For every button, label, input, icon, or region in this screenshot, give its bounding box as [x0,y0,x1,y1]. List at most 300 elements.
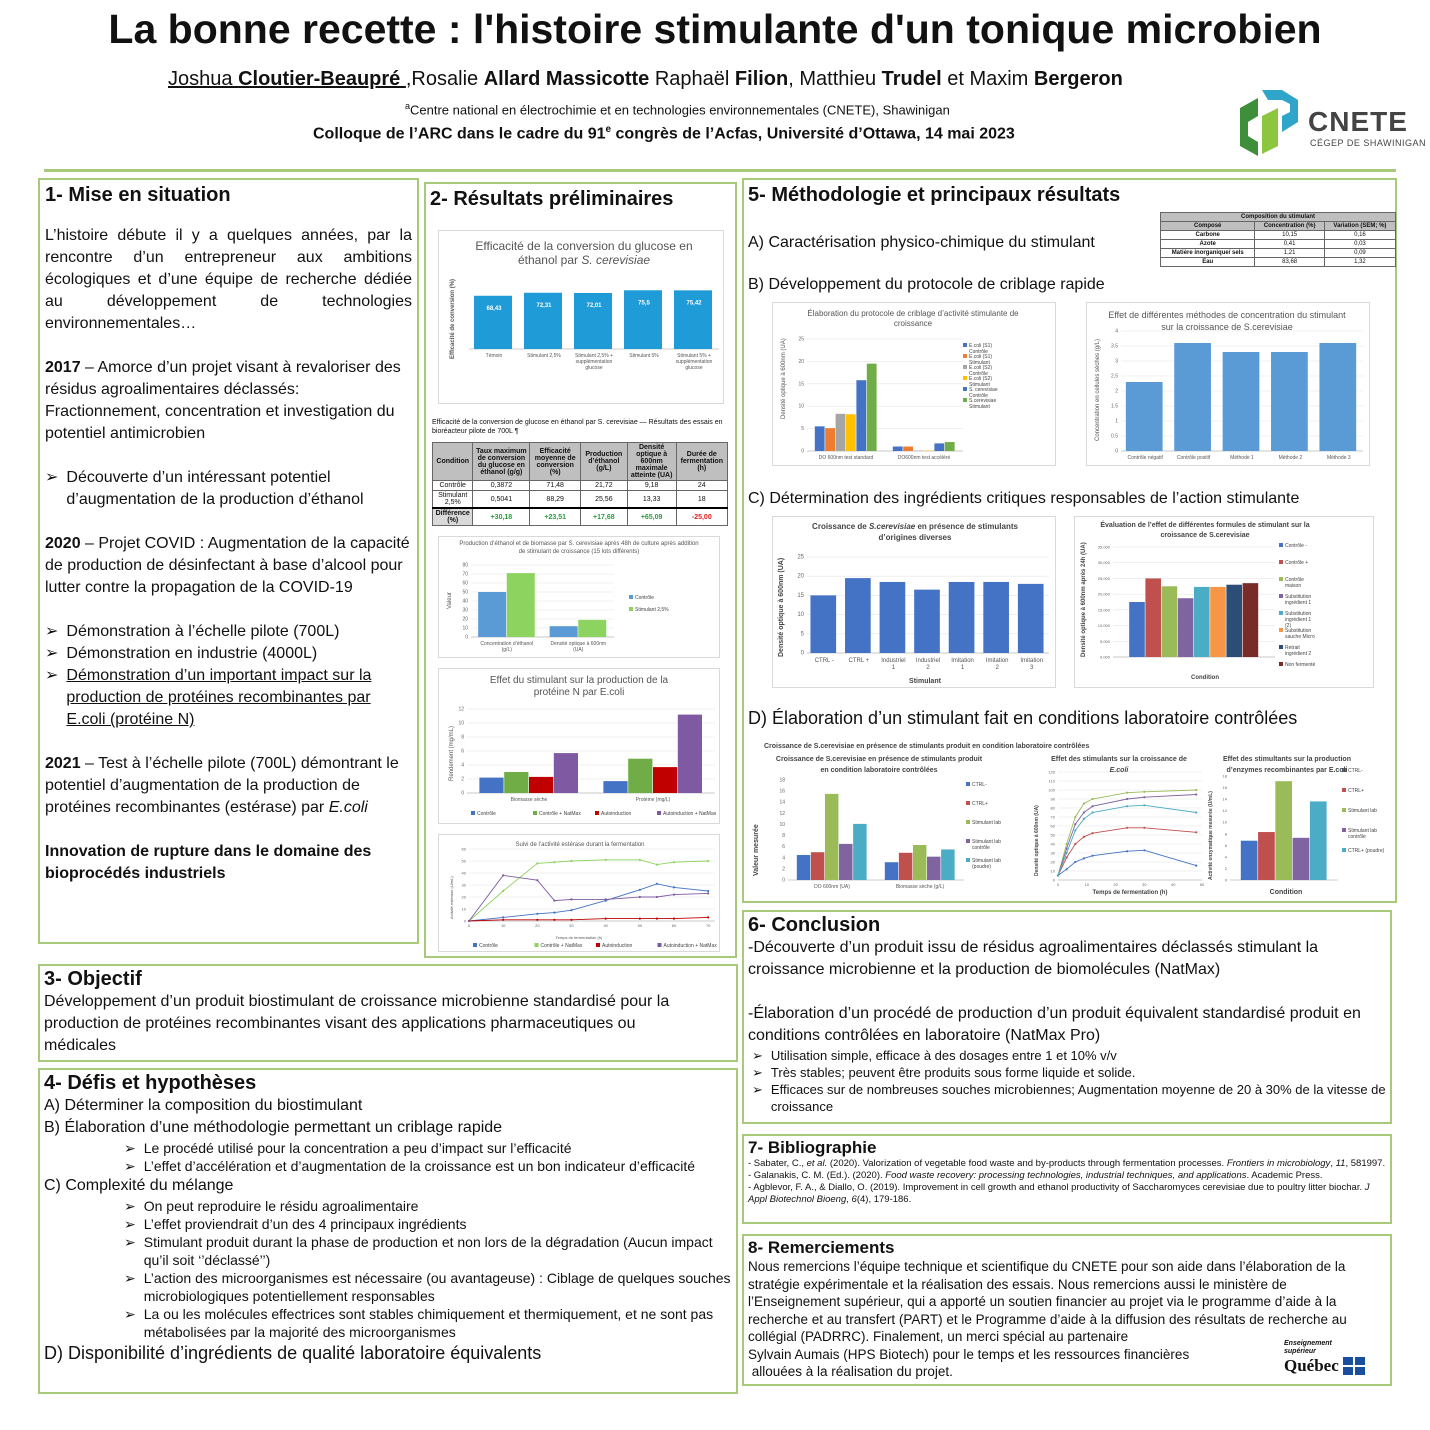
y-tick-label: 4 [461,762,464,769]
x-tick-label: Témoin [485,353,503,359]
y-tick-label: 16 [1222,785,1227,791]
legend-swatch [1279,577,1283,581]
y-axis-label: Activité estérase (U/mL) [449,876,454,919]
legend-label: Contrôle [969,371,988,377]
legend-label: S.cerevisiae [969,398,997,404]
legend-label: Autoinduction + NatMax [663,811,717,817]
ref-italic: Food waste recovery: processing technologies, industrial techniques, and applications [885,1170,1247,1181]
composition-table [1160,212,1396,267]
x-axis-label: Condition [1191,675,1219,681]
data-point [1083,802,1085,804]
y-tick-label: 40 [1050,841,1055,847]
y-tick-label: 0 [461,790,464,797]
legend-swatch [535,943,539,947]
table-header-cell: Variation (SEM; %) [1324,222,1395,231]
y-tick-label: 25,000 [1097,575,1110,581]
x-tick-label: 10 [500,923,506,928]
legend-label: Contrôle [969,393,988,399]
table-title: Composition du stimulant [1161,213,1396,222]
legend-label: Contrôle [969,349,988,355]
table-cell: +17,68 [581,508,628,526]
data-point [639,889,641,891]
data-point [1083,836,1085,838]
y-tick-label: 80 [462,562,468,569]
y-tick-label: 100 [1048,787,1055,793]
data-point [570,898,572,900]
chart-title-italic: S.cerevisiae [868,522,916,531]
x-tick-label: (UA) [573,647,584,653]
legend-swatch [1279,560,1283,564]
colloque-text-a: Colloque de l’ARC dans le cadre du 91 [313,125,606,143]
reference-3 [748,1182,1386,1206]
bar [885,862,898,880]
y-tick-label: 2 [1115,388,1118,395]
legend-label: Autoinduction [602,943,633,949]
ref-text: , 581997. [1345,1158,1386,1169]
legend-swatch [1279,645,1283,649]
legend-swatch [1279,611,1283,615]
table-row [433,491,728,509]
series-line [469,917,708,921]
bar [574,293,612,349]
y-tick-label: 0 [1224,877,1227,883]
bar [1174,343,1211,451]
y-tick-label: 1.5 [1111,403,1118,410]
x-tick-label: glucose [585,365,603,371]
legend-swatch [596,943,600,947]
bar [846,414,856,451]
author-5-first: et Maxim [941,68,1034,90]
bar [949,582,975,653]
y-tick-label: 40 [462,598,468,605]
legend-swatch [1342,808,1346,812]
legend-label: sauche Micro [1285,634,1315,640]
legend-swatch [629,607,633,611]
bar [603,781,627,793]
affiliation [405,101,950,117]
legend-label: ingrédient 1 [1285,600,1312,606]
x-tick-label: 70 [705,923,711,928]
series-line [1058,805,1196,875]
bar [836,414,846,451]
table-row [1161,240,1396,249]
y-axis-label: Concentration en cellules sèches (g/L) [1095,338,1101,441]
y-tick-label: 16 [779,788,785,795]
chart-concentration-methods [1086,302,1370,466]
y-tick-label: 5,000 [1099,638,1110,644]
y-tick-label: 60 [462,580,468,587]
legend-swatch [1279,543,1283,547]
legend-label: Stimulant lab [1348,808,1377,814]
bar [927,857,940,880]
data-point [656,883,658,885]
y-tick-label: 120 [1048,769,1055,775]
table-cell: 10,15 [1255,231,1324,240]
y-tick-label: 4 [1115,328,1118,335]
author-5-last: Bergeron [1033,68,1123,90]
chart-title: Production d’éthanol et de biomasse par S. cerevisiae après 48h de culture après addition de stimulant de croissance (15 lots différents) [459,541,699,555]
legend-label: Substitution [1285,628,1312,634]
x-tick-label: glucose [685,365,703,371]
x-tick-label: DO600nm test accéléré [897,455,951,461]
section-remerciements [742,1234,1392,1386]
legend-label: Stimulant lab [972,839,1001,845]
quebec-logo [1284,1340,1388,1380]
data-point [1091,811,1093,813]
data-point [1066,852,1068,854]
data-point [502,890,504,892]
bar [1194,587,1210,657]
y-tick-label: 20 [1050,859,1055,865]
legend-swatch [1342,848,1346,852]
ref-text: - Sabater, C., [748,1158,807,1169]
arrow-bullet-icon: ➢ [124,1158,136,1174]
data-point [570,919,572,921]
x-axis-label: Condition [1269,889,1303,896]
y-tick-label: 60 [461,846,466,852]
section-1-bullet-1 [45,467,412,511]
bullet-text: L’effet d’accélération et d’augmentation de la croissance est un bon indicateur d’efficacité [143,1158,696,1174]
table-cell: Matière inorganique/ sels [1161,249,1255,258]
x-tick-label: 30 [569,923,574,928]
y-tick-label: 10 [1222,819,1227,825]
legend-label: ingrédient 2 [1285,651,1312,657]
arrow-bullet-icon: ➢ [124,1198,136,1214]
legend-label: Contrôle + [1285,560,1309,566]
bar [529,777,553,793]
ref-text: - Agblevor, F. A., & Diallo, O. (2019). Improvement in cell growth and ethanol productivity of Saccharomyces cerevisiae due to poultry litter biochar. [748,1182,1365,1193]
legend-label: Stimulant 2,5% [635,607,669,613]
legend-swatch [963,398,967,402]
chart-title-text: Efficacité de la conversion du glucose en éthanol par [475,239,693,267]
bar [941,849,954,880]
y-tick-label: 3 [1115,358,1118,365]
y-tick-label: 20 [797,573,804,580]
bar [867,364,877,451]
arrow-bullet-icon: ➢ [124,1270,136,1286]
x-tick-label: 50 [1199,882,1205,887]
bullet [124,1157,732,1175]
legend-swatch [963,376,967,380]
y-tick-label: 0 [782,877,785,884]
legend-swatch [595,811,599,815]
author-1-first: Joshua [168,68,239,90]
y-tick-label: 0,000 [1099,654,1110,660]
legend-label: E.coli (S2) [969,365,993,371]
y-tick-label: 4 [1224,854,1227,860]
item-c: C) Complexité du mélange [44,1177,234,1194]
x-tick-label: 10 [1084,882,1090,887]
chart-title-block: Croissance de S.cerevisiae en présence de stimulants produit en condition laboratoire contrôlées [775,756,983,774]
data-point [707,890,709,892]
arrow-bullet-icon: ➢ [752,1048,763,1063]
affiliation-text: Centre national en électrochimie et en technologies environnementales (CNETE), Shawinigan [410,102,950,118]
bar [550,626,578,637]
data-point [1057,874,1059,876]
bar [479,778,503,793]
y-tick-label: 10 [798,403,804,410]
y-tick-label: 50 [1050,832,1055,838]
table-row [1161,231,1396,240]
section-1-bullet-2 [45,621,412,643]
legend-label: E.coli (S2) [969,376,993,382]
y-tick-label: 14 [779,799,785,806]
legend-label: CTRL+ (poudre) [1348,848,1385,854]
data-point [1195,831,1197,833]
x-tick-label: 60 [671,923,677,928]
y-tick-label: 50 [461,858,466,864]
author-2-first: ,Rosalie [405,68,484,90]
legend-label: Substitution [1285,611,1312,617]
data-point [502,916,504,918]
table-cell: Carbone [1161,231,1255,240]
table-cell: 88,29 [530,491,581,509]
y-tick-label: 20,000 [1097,591,1110,597]
bar [983,582,1009,653]
data-point [536,879,538,881]
y-tick-label: 0.5 [1111,433,1118,440]
bar [1018,584,1044,653]
legend-label: Substitution [1285,594,1312,600]
bullet [124,1215,732,1233]
table-cell: 83,68 [1255,258,1324,267]
chart-title-block [1044,754,1194,776]
table-cell: 71,48 [530,481,581,491]
y-tick-label: 25 [797,554,804,561]
ref-text: - Galanakis, C. M. (Ed.). (2020). [748,1170,886,1181]
legend-swatch [1279,594,1283,598]
bullet-text: On peut reproduire le résidu agroalimentaire [143,1198,419,1214]
data-point [673,918,675,920]
bar [1319,343,1356,451]
table-cell: Différence (%) [433,508,473,526]
table-cell: 13,33 [627,491,676,509]
legend-label: Retrait [1285,645,1300,651]
chart-title-italic: E.coli [1109,767,1129,774]
legend-label: Contrôle + NatMax [540,943,583,949]
bar [1243,583,1259,657]
data-point [1143,804,1145,806]
bar [810,595,836,653]
section-objectif [38,964,738,1062]
legend-label: Stimulant lab [1348,828,1377,834]
chart-title-block: Effet des stimultants sur la production d’enzymes recombinantes par E.coli [1223,756,1351,774]
data-point [1066,847,1068,849]
table-cell: 0,03 [1324,240,1395,249]
y-tick-label: 90 [1050,796,1055,802]
table-cell: Contrôle [433,481,473,491]
legend-swatch [966,782,970,786]
ref-italic: 6 [851,1194,857,1205]
data-point [1083,857,1085,859]
y-tick-label: 6 [782,844,785,851]
bar [1271,352,1308,451]
arrow-bullet-icon: ➢ [124,1234,136,1250]
legend-label: maison [1285,583,1302,589]
data-point [639,859,641,861]
data-point [1143,791,1145,793]
section-1-2017 [45,357,412,445]
bar [1129,602,1145,657]
data-point [1066,843,1068,845]
x-tick-label: Concentration d’éthanol [480,641,534,647]
subsection-a: A) Caractérisation physico-chimique du stimulant [748,234,1095,251]
y-tick-label: 0 [801,448,804,455]
table-diff-row [433,508,728,526]
bar [825,428,835,451]
data-point [1074,823,1076,825]
bar [1145,578,1161,657]
y-tick-label: 5 [801,426,804,433]
data-point [1126,827,1128,829]
y-tick-label: 0 [465,634,468,641]
section-1-2020 [45,533,412,599]
ref-text: , [1330,1158,1336,1169]
ref-text: (2020). Valorization of vegetable food waste and by-products through fermentation processes. [827,1158,1227,1169]
y-tick-label: 110 [1048,778,1055,784]
table-cell: -25,00 [676,508,727,526]
y-tick-label: 15 [798,381,804,388]
data-label: 75,5 [638,300,650,307]
bar [1275,781,1292,880]
y-tick-label: 15,000 [1097,607,1110,613]
x-axis-label: Stimulant [909,678,941,685]
series-line [1058,790,1196,876]
x-tick-label: Stimulant 5% [629,353,659,359]
section-defis-hypotheses [38,1068,738,1394]
legend-label: CTRL- [972,782,987,788]
y-axis-label: Densité optique à 600nm (UA) [1034,805,1040,876]
data-point [1195,865,1197,867]
legend-label: Stimulant [969,382,990,388]
data-point [1091,798,1093,800]
legend-label: Contrôle [479,943,498,949]
section-1-intro: L’histoire débute il y a quelques années, par la rencontre d’un entrepreneur aux ambitions écologiques et d’une équipe de recherche dédiée au développement de technologies environnementales… [45,227,412,332]
legend-swatch [533,811,537,815]
y-tick-label: 30 [462,607,468,614]
poster-title: La bonne recette : l'histoire stimulante d'un tonique microbien [108,6,1322,52]
bar [880,582,906,653]
header-divider [44,169,1396,172]
table-header-row [433,443,728,481]
x-tick-label: 3 [1030,665,1034,671]
subsection-d: D) Élaboration d’un stimulant fait en conditions laboratoire contrôlées [748,708,1298,728]
legend-swatch [963,365,967,369]
chart-title-b: en présence de stimulants d’origines diverses [878,522,1018,542]
data-point [1126,792,1128,794]
author-4-last: Trudel [881,68,942,90]
data-point [1143,849,1145,851]
author-4-first: , Matthieu [788,68,882,90]
data-point [1091,805,1093,807]
table-header-cell: Taux maximum de conversion du glucose en éthanol (g/g) [473,443,530,481]
data-label: 72,01 [586,302,602,309]
arrow-bullet-icon: ➢ [124,1216,136,1232]
legend-label: Autoinduction [601,811,632,817]
data-point [553,900,555,902]
arrow-bullet-icon: ➢ [752,1082,763,1097]
bar [554,753,578,793]
section-3-title: 3- Objectif [44,968,142,990]
bullet-text: L’effet proviendrait d’un des 4 principaux ingrédients [143,1216,467,1232]
y-tick-label: 10 [458,720,464,727]
y-tick-label: 10 [462,625,468,632]
legend-label: contrôle [1348,834,1366,840]
x-tick-label: Méthode 2 [1278,455,1303,461]
y-tick-label: 70 [462,571,468,578]
year-2020: 2020 [45,535,81,552]
legend-label: E.coli (S1) [969,343,993,349]
data-point [1091,832,1093,834]
bar [1223,352,1260,451]
colloque-text-b: congrès de l’Acfas, Université d’Ottawa, 14 mai 2023 [611,125,1015,143]
data-point [605,859,607,861]
data-point [1126,805,1128,807]
data-point [605,898,607,900]
y-axis-label: Valeur mesurée [753,824,760,876]
bullet-text: L’action des microorganismes est nécessaire (ou avantageuse) : Ciblage de quelques souches microbiologiques potentiellement responsables [143,1270,731,1304]
legend-label: Contrôle [635,595,654,601]
ref-italic: et al. [806,1158,828,1169]
bar [903,447,913,451]
table-cell: 9,18 [627,481,676,491]
bar [1126,382,1163,451]
legend-label: (poudre) [972,864,991,870]
table-cell: +30,18 [473,508,530,526]
y-tick-label: 20 [798,358,804,365]
legend-swatch [966,820,970,824]
y-tick-label: 0 [1115,448,1118,455]
y-tick-label: 15 [797,592,804,599]
bar [1258,832,1275,880]
x-tick-label: Contrôle positif [1176,455,1211,461]
bar [811,852,824,880]
x-tick-label: Méthode 1 [1230,455,1254,461]
bar [524,293,562,349]
data-point [1074,861,1076,863]
x-tick-label: 40 [1170,882,1176,887]
quebec-logo-line-2: supérieur [1284,1348,1316,1355]
table-cell: 21,72 [581,481,628,491]
thanks-text: Nous remercions l’équipe technique et scientifique du CNETE pour son aide dans l’élaboration de la stratégie expérimentale et la réalisation des essais. Nous remercions aussi le ministère de l’Enseignement supérieur, qui a apporté un soutien financier au projet via le programme d’aide à la recherche et au transfert (PART) et le Programme d’aide à la diffusion des résultats de recherche au collégial (PADRRC). Finalement, un merci spécial au partenaire [748,1259,1347,1344]
data-point [536,919,538,921]
data-point [502,874,504,876]
chart-title: Effet du stimulant sur la production de la protéine N par E.coli [489,675,669,698]
table-header-cell: Efficacité moyenne de conversion (%) [530,443,581,481]
legend-swatch [658,943,662,947]
table-cell: 24 [676,481,727,491]
x-tick-label: 50 [637,923,643,928]
subsection-b: B) Développement du protocole de criblage rapide [748,276,1105,293]
table-header-row [1161,222,1396,231]
legend-label: Stimulant [969,404,990,410]
table-header-cell: Concentration (%) [1255,222,1324,231]
section-1-bullet-3 [45,643,412,665]
table-row [1161,258,1396,267]
bar [945,442,955,451]
y-tick-label: 6 [1224,842,1227,848]
table-cell: 0,16 [1324,231,1395,240]
x-tick-label: Biomasse sèche [510,797,548,803]
arrow-bullet-icon: ➢ [752,1065,763,1080]
cnete-logo-subtext: CÉGEP DE SHAWINIGAN [1310,138,1427,148]
y-axis-label: Densité optique à 600nm (UA) [778,557,785,657]
legend-label: Stimulant [969,360,990,366]
table-title-row [1161,213,1396,222]
legend-swatch [966,801,970,805]
x-tick-label: Industriel [881,658,906,664]
bullet [752,1047,1386,1064]
